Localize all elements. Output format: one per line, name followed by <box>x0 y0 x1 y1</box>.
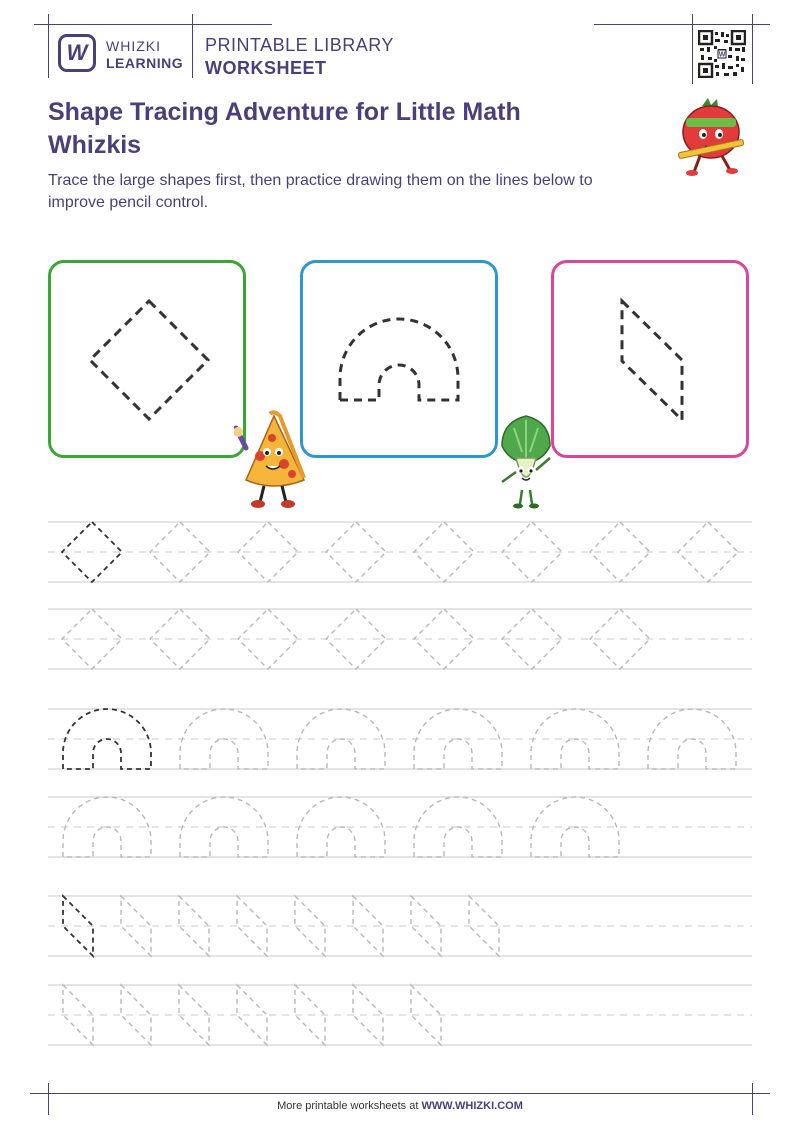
frame-top-divider <box>192 14 193 78</box>
frame-top-left-v <box>48 14 49 78</box>
brand-name: WHIZKI <box>106 38 161 54</box>
page-title: Shape Tracing Adventure for Little Math Whizkis <box>48 98 521 159</box>
practice-row-diamond <box>48 609 752 669</box>
footer-text: More printable worksheets at <box>277 1100 422 1112</box>
frame-top-left-h <box>34 24 272 25</box>
footer-link[interactable]: WWW.WHIZKI.COM <box>421 1100 523 1112</box>
frame-top-right-h <box>594 24 770 25</box>
bok-choy-mascot <box>492 412 560 510</box>
worksheet-label: WORKSHEET <box>205 58 327 78</box>
tomato-pencil-mascot <box>668 94 754 178</box>
practice-row-diamond <box>48 522 752 582</box>
svg-text:W: W <box>718 51 726 59</box>
shape-card-diamond <box>48 260 246 458</box>
shape-card-arch <box>300 260 498 458</box>
arch-trace-shape <box>303 263 495 455</box>
frame-top-right-v2 <box>752 14 753 84</box>
parallelogram-trace-mark <box>121 985 151 1045</box>
parallelogram-trace-shape <box>554 263 746 455</box>
logo-letter: W <box>66 40 88 65</box>
instructions-text: Trace the large shapes first, then practice drawing them on the lines below to improve pencil control. <box>48 172 593 211</box>
shape-card-parallelogram <box>551 260 749 458</box>
practice-row-arch <box>48 797 752 857</box>
diamond-trace-shape <box>51 263 243 455</box>
practice-row-parallelogram <box>48 985 752 1045</box>
library-label: PRINTABLE LIBRARY <box>205 35 394 55</box>
frame-bottom-h <box>30 1093 770 1094</box>
brand-subname: LEARNING <box>106 55 184 71</box>
practice-row-parallelogram <box>48 896 752 956</box>
pizza-mascot <box>234 408 312 510</box>
footer <box>0 1100 800 1112</box>
practice-row-arch <box>48 709 752 769</box>
whizki-logo <box>58 34 96 72</box>
qr-code[interactable] <box>698 30 746 78</box>
frame-top-right-v <box>692 14 693 84</box>
parallelogram-trace-mark <box>121 896 151 956</box>
practice-area <box>0 510 800 1070</box>
